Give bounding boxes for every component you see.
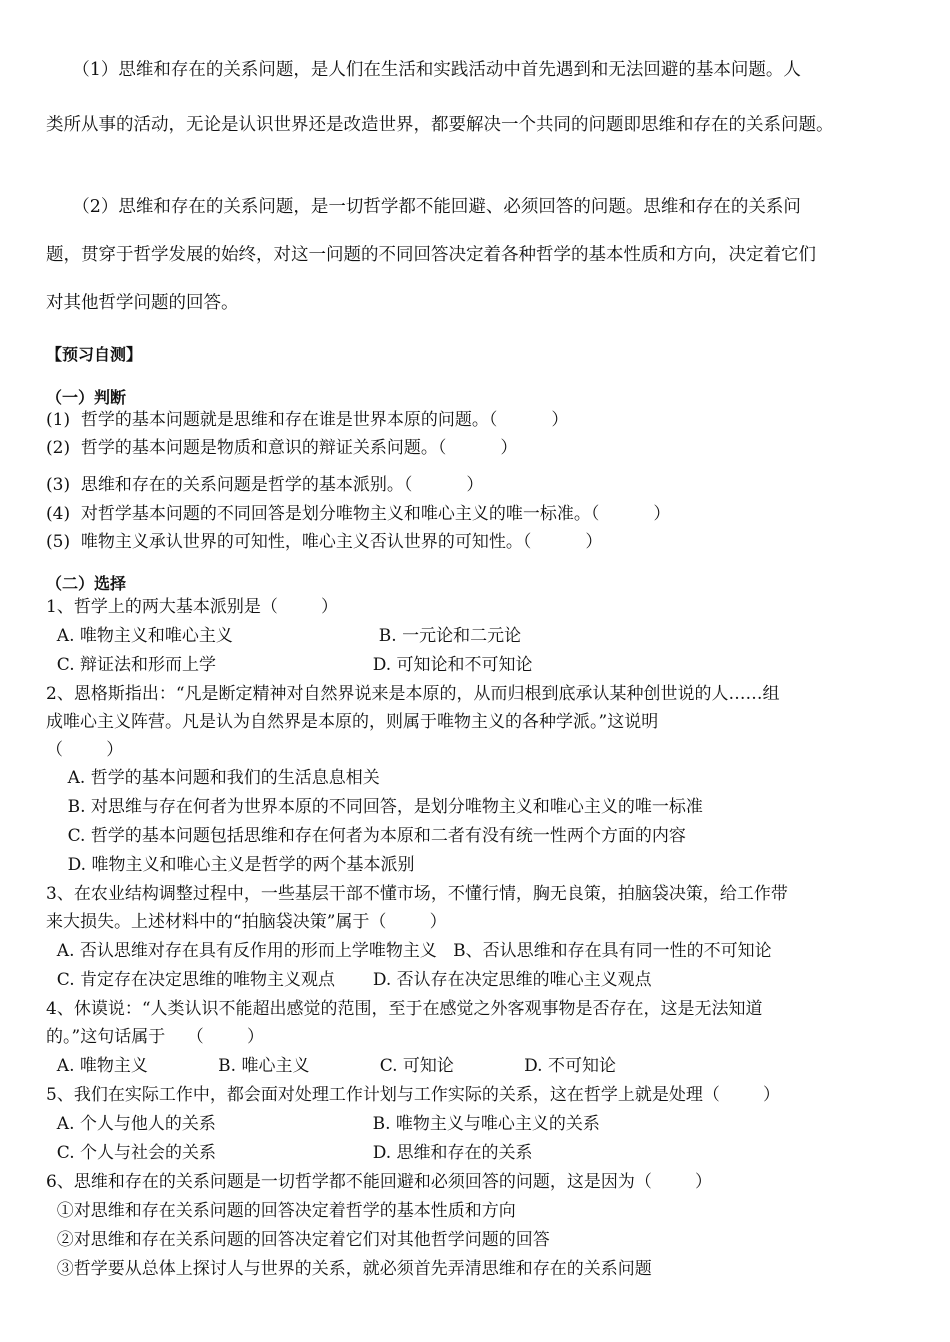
text-line: 类所从事的活动，无论是认识世界还是改造世界，都要解决一个共同的问题即思维和存在的关系问题。 xyxy=(46,115,834,135)
q2-option-d: D. 唯物主义和唯心主义是哲学的两个基本派别 xyxy=(46,855,415,875)
q6-statement-1: ①对思维和存在关系问题的回答决定着哲学的基本性质和方向 xyxy=(46,1201,516,1221)
text-line: （1）思维和存在的关系问题，是人们在生活和实践活动中首先遇到和无法回避的基本问题。人 xyxy=(46,60,801,80)
judge-item-3: (3) 思维和存在的关系问题是哲学的基本派别。（ ） xyxy=(46,475,484,495)
q6-stem: 6、思维和存在的关系问题是一切哲学都不能回避和必须回答的问题，这是因为（ ） xyxy=(46,1172,713,1192)
q5-options-ab: A. 个人与他人的关系 B. 唯物主义与唯心主义的关系 xyxy=(46,1114,600,1134)
q5-options-cd: C. 个人与社会的关系 D. 思维和存在的关系 xyxy=(46,1143,533,1163)
q6-statement-2: ②对思维和存在关系问题的回答决定着它们对其他哲学问题的回答 xyxy=(46,1230,550,1250)
q2-option-a: A. 哲学的基本问题和我们的生活息息相关 xyxy=(46,768,380,788)
q4-stem-line-1: 4、休谟说：“人类认识不能超出感觉的范围，至于在感觉之外客观事物是否存在，这是无法知道 xyxy=(46,999,763,1019)
q3-stem-line-2: 来大损失。上述材料中的“拍脑袋决策”属于（ ） xyxy=(46,912,447,932)
q2-answer-blank: （ ） xyxy=(46,740,124,760)
text-line: （2）思维和存在的关系问题，是一切哲学都不能回避、必须回答的问题。思维和存在的关系问 xyxy=(46,197,801,217)
judge-item-5: (5) 唯物主义承认世界的可知性，唯心主义否认世界的可知性。（ ） xyxy=(46,532,603,552)
q2-stem-line-1: 2、恩格斯指出：“凡是断定精神对自然界说来是本原的，从而归根到底承认某种创世说的人……组 xyxy=(46,684,780,704)
q3-options-ab: A. 否认思维对存在具有反作用的形而上学唯物主义 B、否认思维和存在具有同一性的不可知论 xyxy=(46,941,772,961)
q1-stem: 1、哲学上的两大基本派别是（ ） xyxy=(46,597,339,617)
q4-stem-line-2: 的。”这句话属于 （ ） xyxy=(46,1027,265,1047)
q1-options-ab: A. 唯物主义和唯心主义 B. 一元论和二元论 xyxy=(46,626,522,646)
q1-options-cd: C. 辩证法和形而上学 D. 可知论和不可知论 xyxy=(46,655,533,675)
text-line: 对其他哲学问题的回答。 xyxy=(46,293,239,313)
intro-paragraph-2 xyxy=(46,195,908,315)
q5-stem: 5、我们在实际工作中，都会面对处理工作计划与工作实际的关系，这在哲学上就是处理（ ） xyxy=(46,1085,781,1105)
text-line: 题，贯穿于哲学发展的始终，对这一问题的不同回答决定着各种哲学的基本性质和方向，决定着它们 xyxy=(46,245,816,265)
q2-option-c: C. 哲学的基本问题包括思维和存在何者为本原和二者有没有统一性两个方面的内容 xyxy=(46,826,686,846)
q2-stem-line-2: 成唯心主义阵营。凡是认为自然界是本原的，则属于唯物主义的各种学派。”这说明 xyxy=(46,712,659,732)
q4-options: A. 唯物主义 B. 唯心主义 C. 可知论 D. 不可知论 xyxy=(46,1056,616,1076)
choice-heading: （二）选择 xyxy=(46,574,127,593)
q3-stem-line-1: 3、在农业结构调整过程中，一些基层干部不懂市场，不懂行情，胸无良策，拍脑袋决策，给工作带 xyxy=(46,884,788,904)
judge-item-4: (4) 对哲学基本问题的不同回答是划分唯物主义和唯心主义的唯一标准。（ ） xyxy=(46,504,671,524)
judge-item-1: (1) 哲学的基本问题就是思维和存在谁是世界本原的问题。（ ） xyxy=(46,410,569,430)
q2-option-b: B. 对思维与存在何者为世界本原的不同回答，是划分唯物主义和唯心主义的唯一标准 xyxy=(46,797,703,817)
section-title: 【预习自测】 xyxy=(46,345,143,364)
judge-heading: （一）判断 xyxy=(46,388,127,407)
q3-options-cd: C. 肯定存在决定思维的唯物主义观点 D. 否认存在决定思维的唯心主义观点 xyxy=(46,970,652,990)
judge-item-2: (2) 哲学的基本问题是物质和意识的辩证关系问题。（ ） xyxy=(46,438,518,458)
intro-paragraph-1 xyxy=(46,58,908,137)
q6-statement-3: ③哲学要从总体上探讨人与世界的关系，就必须首先弄清思维和存在的关系问题 xyxy=(46,1259,652,1279)
